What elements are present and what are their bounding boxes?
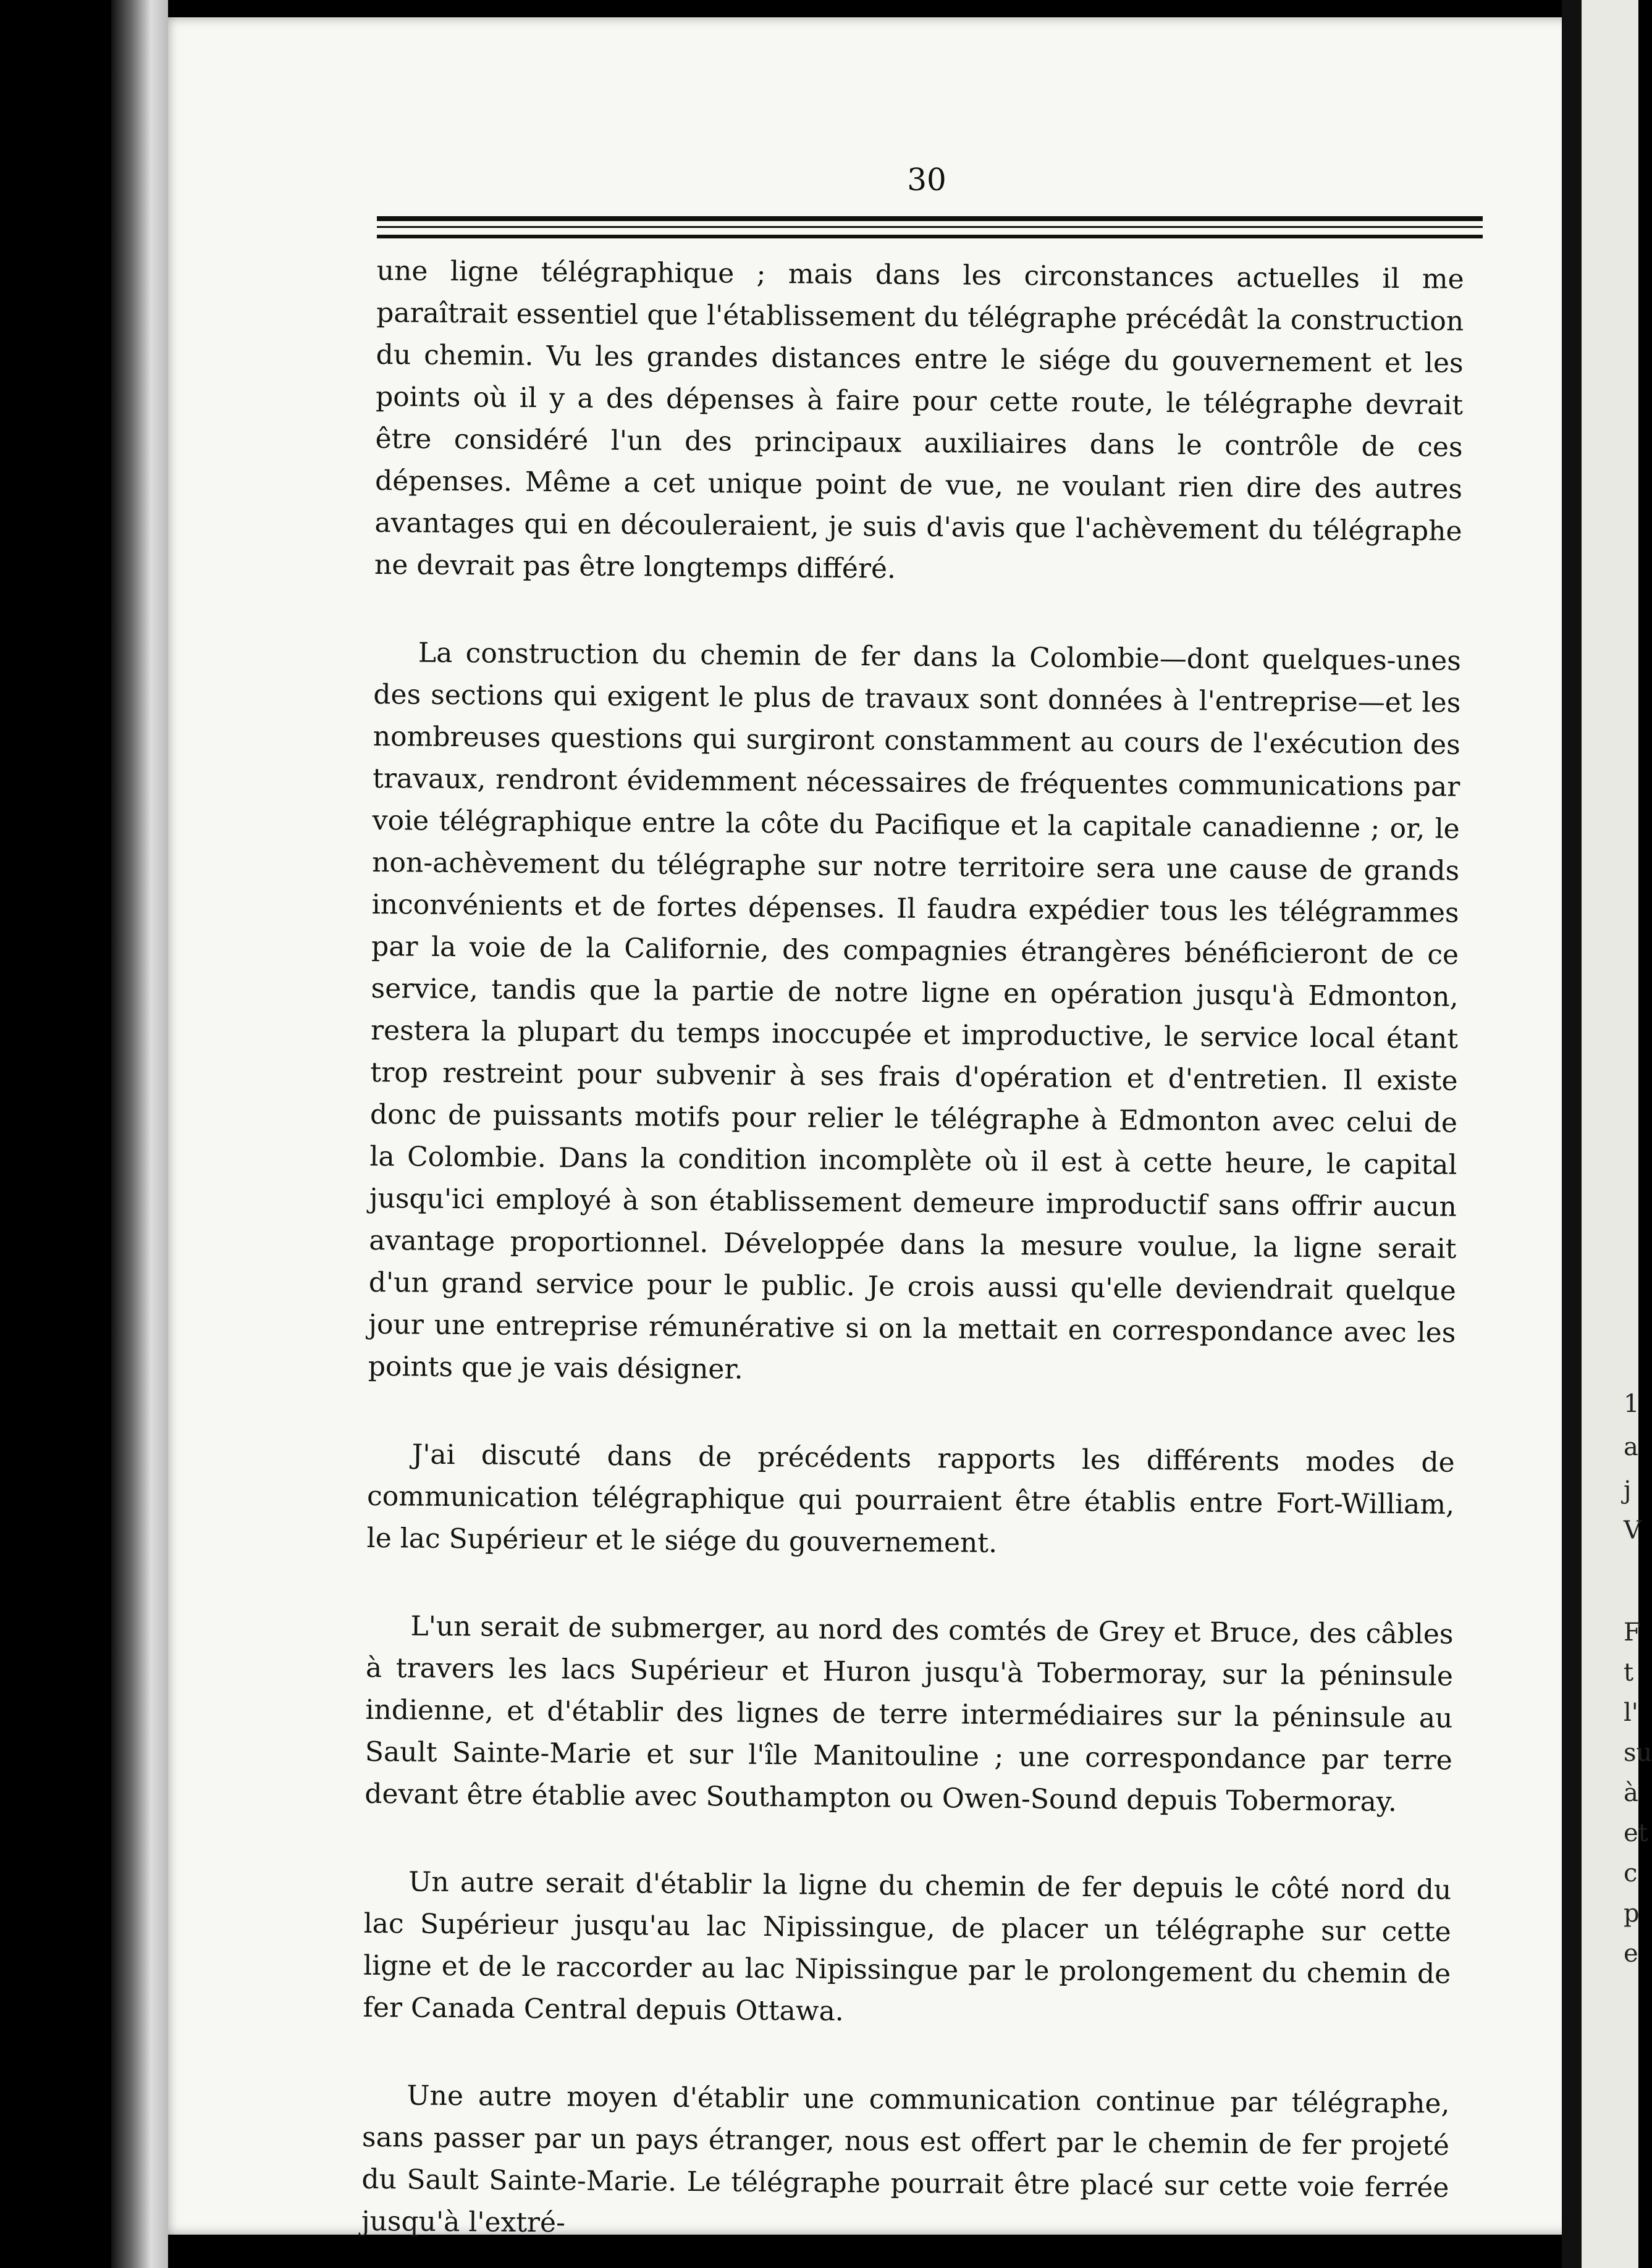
paragraph: L'un serait de submerger, au nord des comtés de Grey et Bruce, des câbles à travers les lacs Supérieur et Huron jusqu'à Tobermoray, sur la péninsule indienne, et d'établir des lignes de terre intermédiaires sur la péninsule au Sault Sainte-Marie et sur l'île Manitouline ; une correspondance par terre devant être établie avec Southampton ou Owen-Sound depuis Tobermoray.: [365, 1610, 1454, 1818]
paragraph: Un autre serait d'établir la ligne du chemin de fer depuis le côté nord du lac Supérieur jusqu'au lac Nipissingue, de placer un télégraphe sur cette ligne et de le raccorder au lac Nipissingue par le prolongement du chemin de fer Canada Central depuis Ottawa.: [363, 1866, 1452, 2028]
facing-page-fragment: 1: [1624, 1390, 1640, 1418]
header-rule: [377, 216, 1483, 221]
body-text: [361, 250, 1464, 2251]
paragraph: Une autre moyen d'établir une communication continue par télégraphe, sans passer par un pays étranger, nous est offert par le chemin de fer projeté du Sault Sainte-Marie. Le télégraphe pourrait être placé sur cette voie ferrée jusqu'à l'extré-: [361, 2080, 1450, 2239]
facing-page-fragment: su: [1624, 1739, 1652, 1767]
facing-page-fragment: V: [1624, 1516, 1641, 1545]
facing-page-fragment: j: [1624, 1476, 1632, 1505]
facing-page-strip: [1582, 0, 1638, 2268]
facing-page-fragment: et: [1624, 1819, 1648, 1847]
header-rule: [377, 226, 1483, 228]
facing-page-fragment: c: [1624, 1859, 1638, 1888]
facing-page-fragment: t: [1624, 1658, 1634, 1687]
page-gutter: [1562, 0, 1582, 2268]
paragraph: une ligne télégraphique ; mais dans les circonstances actuelles il me paraîtrait essentiel que l'établissement du télégraphe précédât la construction du chemin. Vu les grandes distances entre le siége du gouvernement et les points où il y a des dépenses à faire pour cette route, le télégraphe devrait être considéré l'un des principaux auxiliaires dans le contrôle de ces dépenses. Même a cet unique point de vue, ne voulant rien dire des autres avantages qui en découleraient, je suis d'avis que l'achèvement du télégraphe ne devrait pas être longtemps différé.: [374, 254, 1464, 585]
facing-page-fragment: l': [1624, 1699, 1638, 1727]
facing-page-fragment: p: [1624, 1899, 1640, 1928]
facing-page-fragment: à: [1624, 1779, 1638, 1807]
header-rule: [377, 235, 1483, 238]
facing-page-fragment: e: [1624, 1939, 1638, 1968]
paragraph: J'ai discuté dans de précédents rapports les différents modes de communication télégraphique qui pourraient être établis entre Fort-William, le lac Supérieur et le siége du gouvernement.: [366, 1438, 1455, 1559]
facing-page-fragment: F: [1624, 1618, 1641, 1647]
page-number: 30: [907, 162, 946, 198]
paragraph: La construction du chemin de fer dans la Colombie—dont quelques-unes des sections qui exigent le plus de travaux sont données à l'entreprise—et les nombreuses questions qui surgiront constamment au cours de l'exécution des travaux, rendront évidemment nécessaires de fréquentes communications par voie télégraphique entre la côte du Pacifique et la capitale canadienne ; or, le non-achèvement du télégraphe sur notre territoire sera une cause de grands inconvénients et de fortes dépenses. Il faudra expédier tous les télégrammes par la voie de la Californie, des compagnies étrangères bénéficieront de ce service, tandis que la partie de notre ligne en opération jusqu'à Edmonton, restera la plupart du temps inoccupée et improductive, le service local étant trop restreint pour subvenir à ses frais d'opération et d'entretien. Il existe donc de puissants motifs pour relier le télégraphe à Edmonton avec celui de la Colombie. Dans la condition incomplète où il est à cette heure, le capital jusqu'ici employé à son établissement demeure improductif sans offrir aucun avantage proportionnel. Développée dans la mesure voulue, la ligne serait d'un grand service pour le public. Je crois aussi qu'elle deviendrait quelque jour une entreprise rémunérative si on la mettait en correspondance avec les points que je vais désigner.: [368, 637, 1462, 1385]
facing-page-fragment: a: [1624, 1433, 1638, 1461]
binding-edge: [111, 0, 168, 2268]
